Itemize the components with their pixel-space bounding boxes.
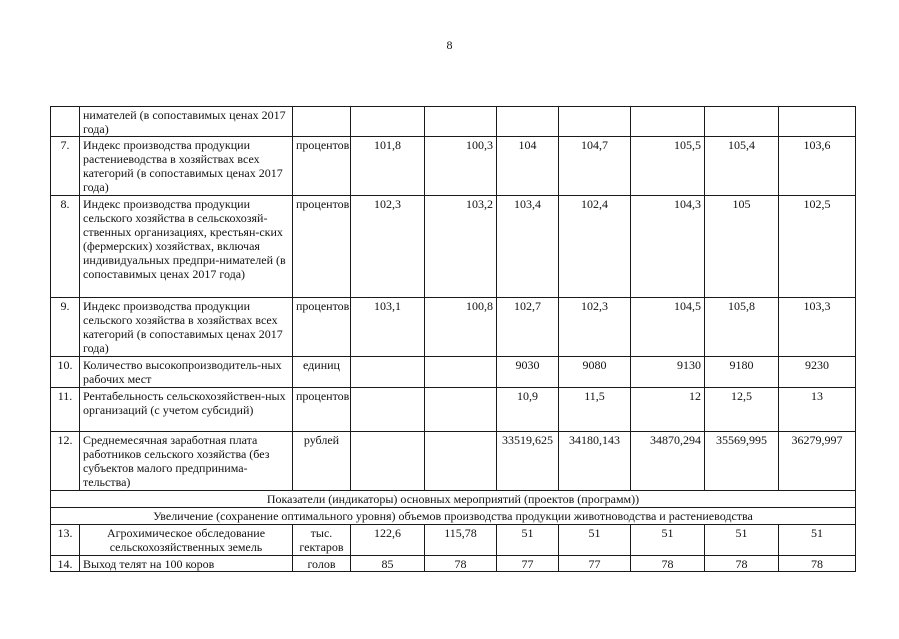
value-cell: 9230 [779, 357, 856, 388]
value-cell [425, 432, 497, 491]
value-cell: 9030 [497, 357, 559, 388]
value-cell: 122,6 [351, 525, 425, 556]
indicator-name: Количество высокопроизводитель-ных рабочих мест [80, 357, 293, 388]
value-cell: 103,2 [425, 196, 497, 298]
value-cell: 51 [779, 525, 856, 556]
value-cell [497, 107, 559, 137]
value-cell: 105,4 [705, 137, 779, 196]
value-cell: 51 [631, 525, 705, 556]
table-row [51, 196, 856, 298]
indicators-table [50, 106, 856, 572]
value-cell: 34870,294 [631, 432, 705, 491]
value-cell [425, 388, 497, 432]
value-cell: 102,3 [351, 196, 425, 298]
table-row [51, 556, 856, 572]
value-cell [631, 107, 705, 137]
indicator-name: нимателей (в сопоставимых ценах 2017 года) [80, 107, 293, 137]
unit-cell: процентов [293, 388, 351, 432]
value-cell: 104,5 [631, 298, 705, 357]
row-number: 11. [51, 388, 80, 432]
row-number: 13. [51, 525, 80, 556]
value-cell: 33519,625 [497, 432, 559, 491]
unit-cell [293, 107, 351, 137]
value-cell: 102,7 [497, 298, 559, 357]
value-cell: 103,3 [779, 298, 856, 357]
unit-cell: рублей [293, 432, 351, 491]
value-cell [351, 357, 425, 388]
indicator-name: Индекс производства продукции растениеводства в хозяйствах всех категорий (в сопоставимых ценах 2017 года) [80, 137, 293, 196]
row-number [51, 107, 80, 137]
unit-cell: процентов [293, 196, 351, 298]
value-cell: 78 [779, 556, 856, 572]
unit-cell: процентов [293, 298, 351, 357]
value-cell: 35569,995 [705, 432, 779, 491]
indicator-name: Индекс производства продукции сельского хозяйства в хозяйствах всех категорий (в сопоставимых ценах 2017 года) [80, 298, 293, 357]
value-cell: 51 [705, 525, 779, 556]
value-cell: 36279,997 [779, 432, 856, 491]
table-row [51, 298, 856, 357]
value-cell: 34180,143 [559, 432, 631, 491]
value-cell: 9180 [705, 357, 779, 388]
value-cell: 12,5 [705, 388, 779, 432]
value-cell: 103,6 [779, 137, 856, 196]
value-cell: 104,3 [631, 196, 705, 298]
unit-cell: голов [293, 556, 351, 572]
value-cell: 115,78 [425, 525, 497, 556]
value-cell: 100,3 [425, 137, 497, 196]
value-cell: 77 [559, 556, 631, 572]
unit-cell: тыс. гектаров [293, 525, 351, 556]
value-cell: 103,1 [351, 298, 425, 357]
value-cell: 103,4 [497, 196, 559, 298]
value-cell [425, 107, 497, 137]
value-cell: 105 [705, 196, 779, 298]
value-cell: 12 [631, 388, 705, 432]
value-cell: 9130 [631, 357, 705, 388]
indicator-name: Среднемесячная заработная плата работников сельского хозяйства (без субъектов малого предпринима-тельства) [80, 432, 293, 491]
value-cell: 101,8 [351, 137, 425, 196]
row-number: 9. [51, 298, 80, 357]
row-number: 12. [51, 432, 80, 491]
subsection-heading: Увеличение (сохранение оптимального уровня) объемов производства продукции животноводства и растениеводства [51, 508, 856, 525]
page-number: 8 [446, 38, 453, 52]
value-cell [351, 107, 425, 137]
value-cell: 102,5 [779, 196, 856, 298]
row-number: 8. [51, 196, 80, 298]
table-row [51, 432, 856, 491]
table-row [51, 388, 856, 432]
value-cell [351, 388, 425, 432]
value-cell [351, 432, 425, 491]
value-cell: 11,5 [559, 388, 631, 432]
value-cell: 78 [631, 556, 705, 572]
value-cell: 102,3 [559, 298, 631, 357]
value-cell: 77 [497, 556, 559, 572]
table-row [51, 137, 856, 196]
section-heading: Показатели (индикаторы) основных мероприятий (проектов (программ)) [51, 491, 856, 508]
row-number: 10. [51, 357, 80, 388]
indicator-name: Индекс производства продукции сельского хозяйства в сельскохозяй-ственных организациях, крестьян-ских (фермерских) хозяйствах, включая индивидуальных предпри-нимателей (в сопоставимых ценах 2017 года) [80, 196, 293, 298]
table-row [51, 107, 856, 137]
unit-cell: процентов [293, 137, 351, 196]
value-cell: 78 [705, 556, 779, 572]
indicator-name: Выход телят на 100 коров [80, 556, 293, 572]
value-cell: 13 [779, 388, 856, 432]
value-cell: 51 [497, 525, 559, 556]
value-cell: 105,8 [705, 298, 779, 357]
value-cell [425, 357, 497, 388]
value-cell: 51 [559, 525, 631, 556]
table-row [51, 525, 856, 556]
subsection-heading-row [51, 508, 856, 525]
value-cell [779, 107, 856, 137]
value-cell [705, 107, 779, 137]
indicator-name: Агрохимическое обследование сельскохозяйственных земель [80, 525, 293, 556]
value-cell: 100,8 [425, 298, 497, 357]
value-cell: 85 [351, 556, 425, 572]
value-cell: 10,9 [497, 388, 559, 432]
value-cell: 78 [425, 556, 497, 572]
value-cell: 102,4 [559, 196, 631, 298]
value-cell: 105,5 [631, 137, 705, 196]
value-cell: 104,7 [559, 137, 631, 196]
indicator-name: Рентабельность сельскохозяйствен-ных организаций (с учетом субсидий) [80, 388, 293, 432]
table-row [51, 357, 856, 388]
row-number: 7. [51, 137, 80, 196]
unit-cell: единиц [293, 357, 351, 388]
value-cell: 9080 [559, 357, 631, 388]
value-cell [559, 107, 631, 137]
value-cell: 104 [497, 137, 559, 196]
section-heading-row [51, 491, 856, 508]
row-number: 14. [51, 556, 80, 572]
